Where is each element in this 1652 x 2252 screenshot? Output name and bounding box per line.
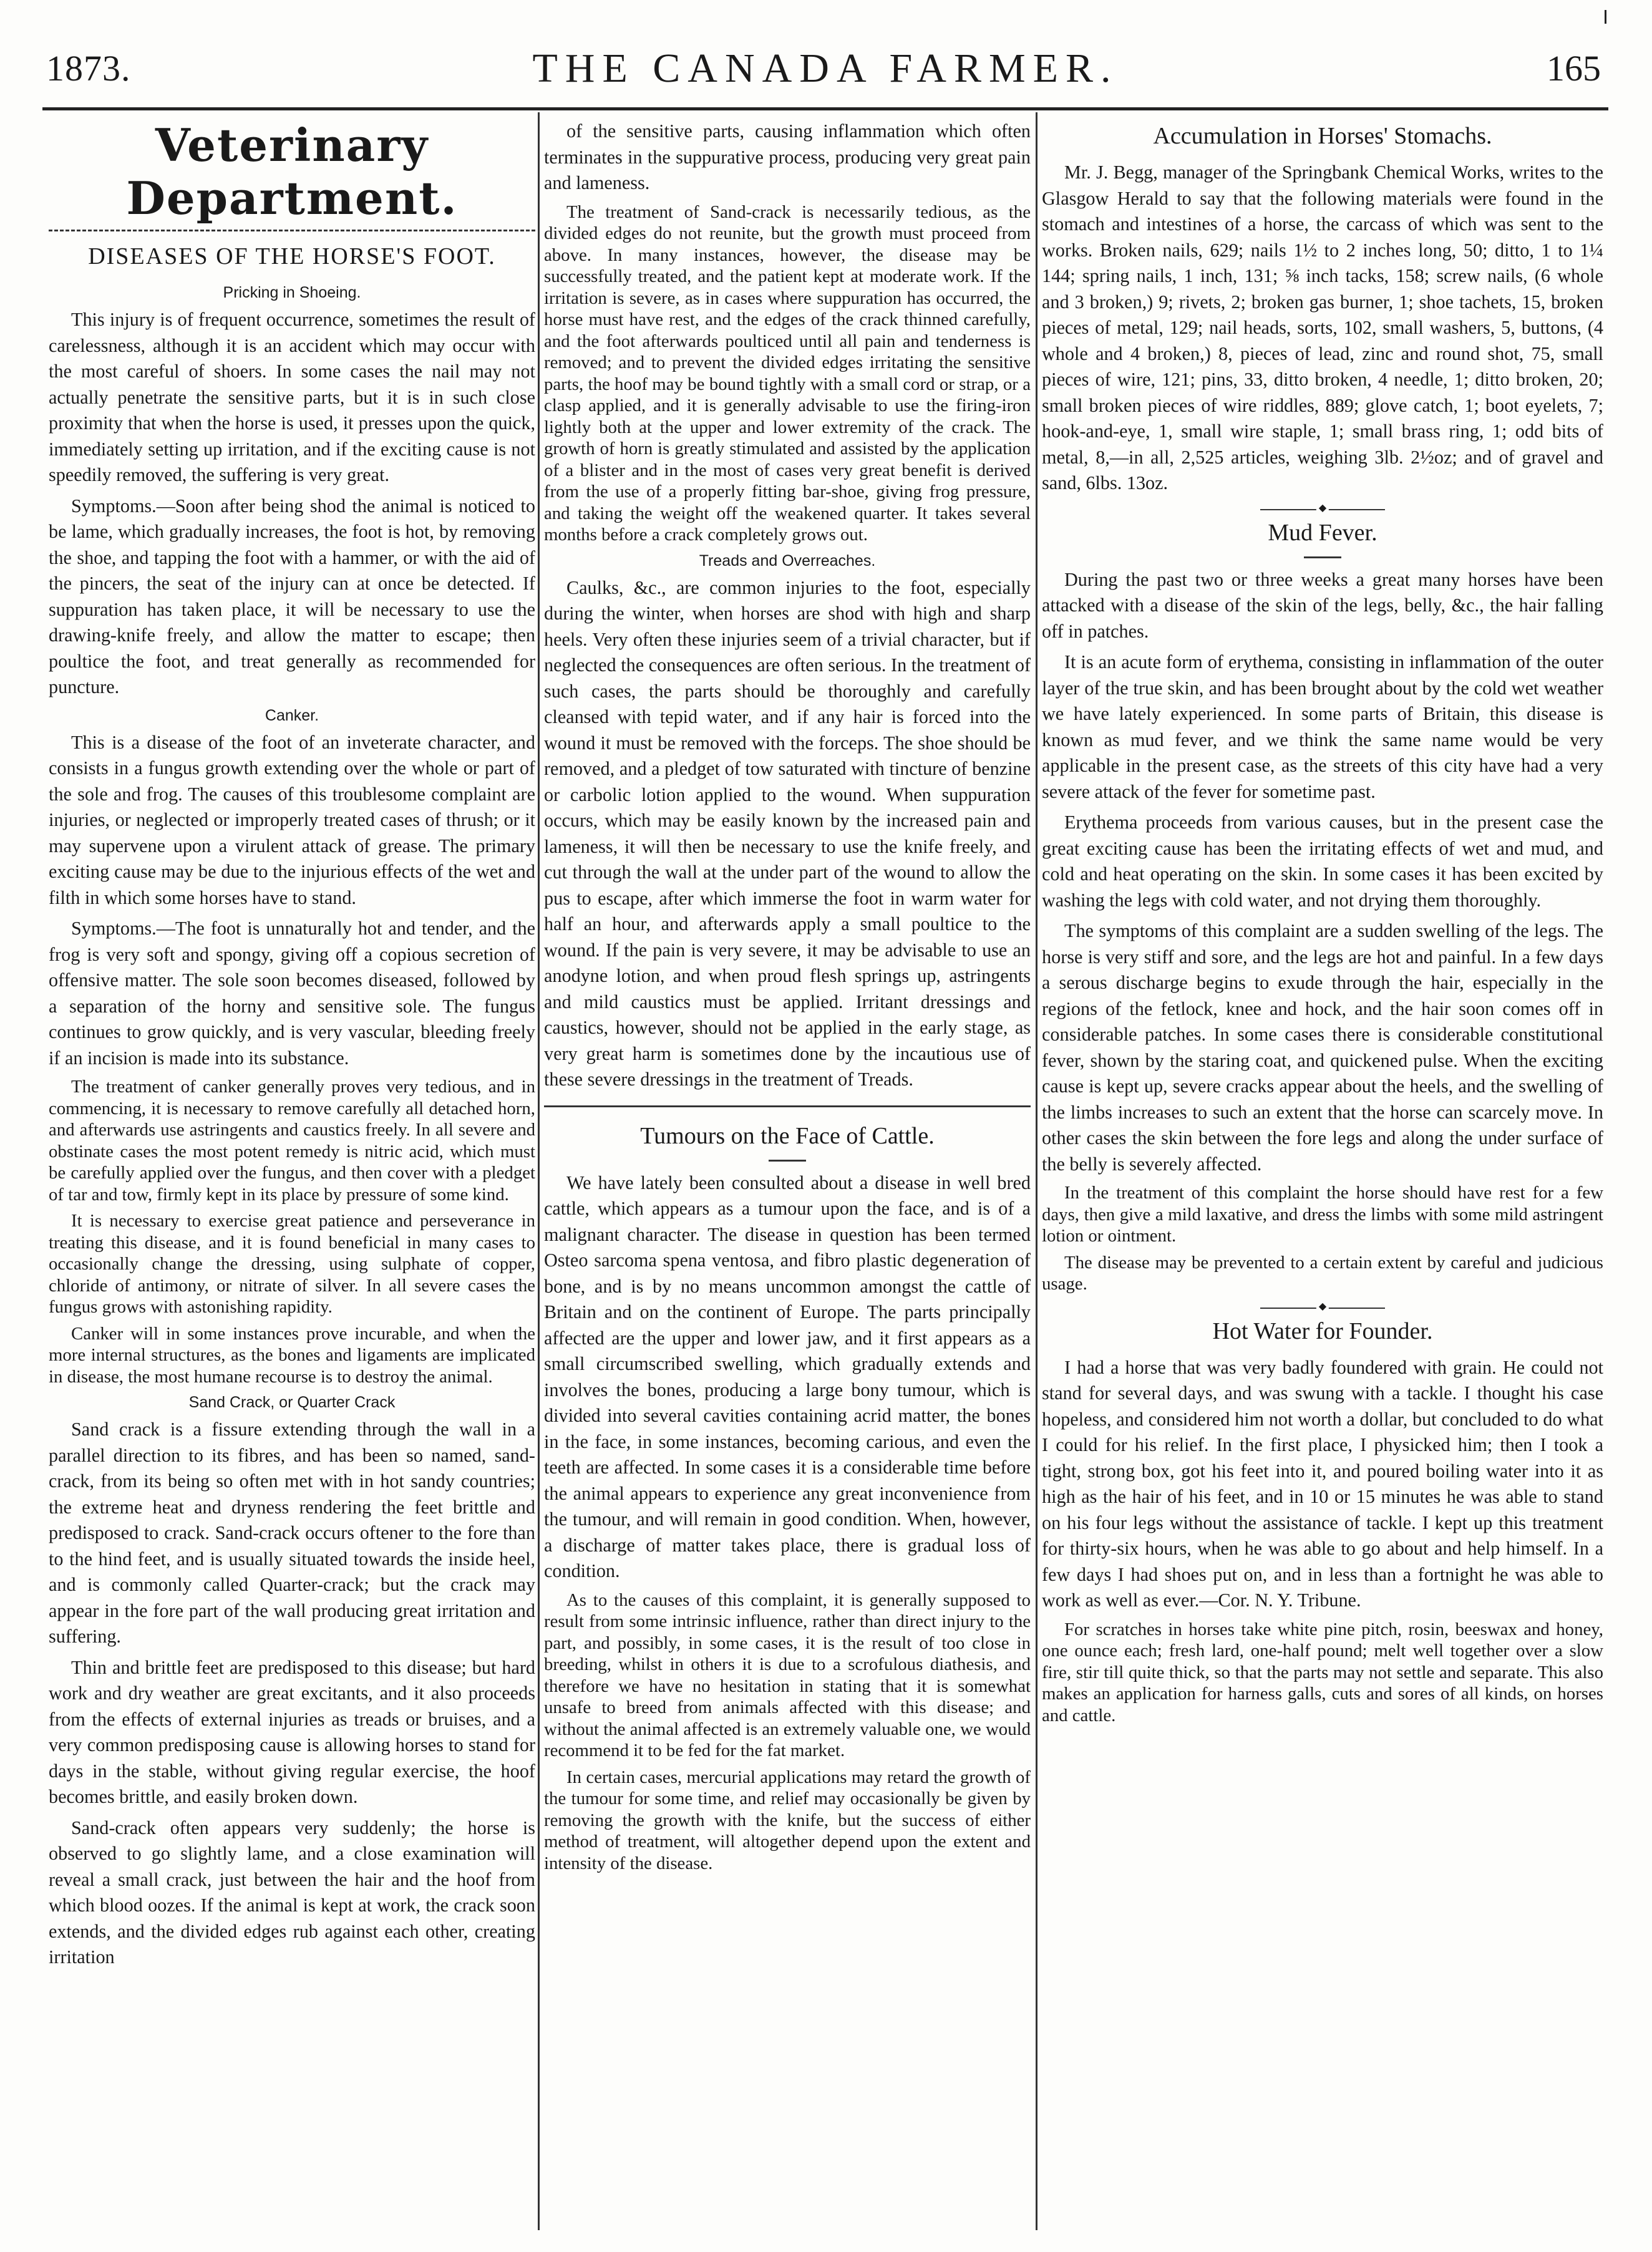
paragraph: As to the causes of this complaint, it is generally supposed to result from some intrinsic influence, rather than direct injury to the part, and possibly, in some cases, it is the result of too close in breeding, whilst in others it is due to a scrofulous diathesis, and therefore we have no hesitation in stating that it is somewhat unsafe to breed from animals affected with this disease; and without the animal affected is an extremely valuable one, we would recommend it to be fed for the fat market.	[544, 1590, 1031, 1760]
column-3	[1042, 119, 1603, 2227]
header-page-number: 165	[1547, 48, 1601, 89]
article-divider	[544, 1105, 1031, 1107]
section-title: DISEASES OF THE HORSE'S FOOT.	[88, 243, 496, 269]
ornamental-rule	[49, 230, 535, 231]
paragraph: It is an acute form of erythema, consisting in inflammation of the outer layer of the true skin, and has been brought about by the cold wet weather we have lately experienced. In some parts of Britain, this disease is known as mud fever, and we think the same name would be very applicable in the present case, as the streets of this city have had a very severe attack of the fever for sometime past.	[1042, 651, 1603, 802]
paragraph: Canker will in some instances prove incurable, and when the more internal structures, as the bones and ligaments are implicated in disease, the most humane recourse is to destroy the animal.	[49, 1323, 535, 1387]
page-header	[42, 44, 1608, 103]
paragraph: The disease may be prevented to a certain extent by careful and judicious usage.	[1042, 1252, 1603, 1294]
paragraph: This injury is of frequent occurrence, sometimes the result of carelessness, although it is an accident which may occur with the most careful of shoers. In some cases the nail may not actually penetrate the sensitive parts, but it is in such close proximity that when the horse is used, it presses upon the quick, immediately setting up irritation, and if the exciting cause is not speedily removed, the suffering is very great.	[49, 309, 535, 485]
paragraph: It is necessary to exercise great patience and perseverance in treating this disease, and it is found beneficial in many cases to occasionally change the dressing, using sulphate of copper, chloride of antimony, or nitrate of silver. In all severe cases the fungus grows with astonishing rapidity.	[49, 1211, 535, 1317]
header-year: 1873.	[46, 48, 131, 89]
paragraph: Symptoms.—Soon after being shod the animal is noticed to be lame, which gradually increases, the foot is hot, by removing the shoe, and tapping the foot with a hammer, or with the aid of the pincers, the seat of the injury can at once be detected. If suppuration has taken place, it will be necessary to use the drawing-knife freely, and allow the matter to escape; then poultice the foot, and treat generally as recommended for puncture.	[49, 495, 535, 697]
paragraph: Sand crack is a fissure extending through the wall in a parallel direction to its fibres, and has been so named, sand-crack, from its being so often met with in hot sandy countries; the extreme heat and dryness rendering the feet brittle and predisposed to crack. Sand-crack occurs oftener to the fore than to the hind feet, and is usually situated towards the inside heel, and is commonly called Quarter-crack; but the crack may appear in the fore part of the wall producing great irritation and suffering.	[49, 1419, 535, 1647]
paragraph: Symptoms.—The foot is unnaturally hot and tender, and the frog is very soft and spongy, giving off a copious secretion of offensive matter. The sole soon becomes diseased, followed by a separation of the horny and sensitive sole. The fungus continues to grow quickly, and is very vascular, bleeding freely if an incision is made into its substance.	[49, 918, 535, 1069]
article-divider	[1260, 1308, 1385, 1309]
corner-mark	[1605, 10, 1606, 24]
article-title: Hot Water for Founder.	[1212, 1318, 1433, 1344]
paragraph: We have lately been consulted about a disease in well bred cattle, which appears as a tumour upon the face, and is of a malignant character. The disease in question has been termed Osteo sarcoma spena ventosa, and fibro plastic degeneration of bone, and is by no means uncommon amongst the cattle of Britain and on the continent of Europe. The parts principally affected are the upper and lower jaw, and it first appears as a small circumscribed swelling, which gradually extends and involves the bones, producing a large bony tumour, which is divided into several cavities containing acrid matter, the bones in the face, in some instances, becoming carious, and even the teeth are affected. In some cases it is a considerable time before the animal appears to experience any great inconvenience from the tumour, and will remain in good condition. When, however, a discharge of matter takes place, there is gradual loss of condition.	[544, 1172, 1031, 1581]
column-divider	[1036, 112, 1037, 2230]
subheading: Sand Crack, or Quarter Crack	[188, 1394, 396, 1411]
paragraph: In certain cases, mercurial applications may retard the growth of the tumour for some time, and relief may occasionally be given by removing the growth with the knife, but the success of either method of treatment, will altogether depend upon the extent and intensity of the disease.	[544, 1767, 1031, 1873]
paragraph: I had a horse that was very badly foundered with grain. He could not stand for several days, and was swung with a tackle. I thought his case hopeless, and considered him not worth a dollar, but concluded to do what I could for his relief. In the first place, I physicked him; then I took a tight, strong box, got his feet into it, and poured boiling water into it as high as the hair of his feet, and in 10 or 15 minutes he was able to stand on his four legs without the assistance of tackle. I kept up this treatment for thirty-six hours, when he was able to go about and help himself. In a few days I had shoes put on, and in less than a fortnight he was able to work as well as ever.—Cor. N. Y. Tribune.	[1042, 1356, 1603, 1611]
paragraph: Mr. J. Begg, manager of the Springbank Chemical Works, writes to the Glasgow Herald to say that the following materials were found in the stomach and intestines of a horse, the carcass of which was sent to the works. Broken nails, 629; nails 1½ to 2 inches long, 50; ditto, 1 to 1¼ 144; spring nails, 1 inch, 131; ⅝ inch tacks, 158; screw nails, (6 whole and 3 broken,) 9; rivets, 2; broken gas burner, 1; shoe tachets, 15, broken pieces of metal, 129; nail heads, sorts, 102, small washers, 5, buttons, (4 whole and 4 broken,) 8, pieces of lead, zinc and round shot, 75, small pieces of wire, 121; pins, 33, ditto broken, 4 needle, 1; ditto broken, 20; small broken pieces of wire riddles, 889; glove catch, 1; boot eyelets, 7; hook-and-eye, 1, small wire staple, 1; small brass ring, 1; odd bits of metal, 8,—in all, 2,525 articles, weighing 3lb. 2½oz; and of gravel and sand, 6lbs. 13oz.	[1042, 162, 1603, 493]
paragraph: Thin and brittle feet are predisposed to this disease; but hard work and dry weather are great excitants, and it also proceeds from the effects of external injuries as treads or bruises, and a very common predisposing cause is allowing horses to stand for days in the stable, without giving regular exercise, the hoof becomes brittle, and easily broken down.	[49, 1656, 535, 1807]
header-title: THE CANADA FARMER.	[532, 46, 1119, 91]
paragraph: The symptoms of this complaint are a sudden swelling of the legs. The horse is very stiff and sore, and the legs are hot and painful. In a few days a serous discharge begins to exude through the hair, especially in the regions of the fetlock, knee and hock, and the hair soon comes off in considerable patches. In some cases there is considerable constitutional fever, shown by the staring coat, and quickened pulse. When the exciting cause is kept up, severe cracks appear about the heels, and the swelling of the limbs increases to such an extent that the horse can scarcely move. In other cases the skin between the fore legs and along the under surface of the belly is severely affected.	[1042, 920, 1603, 1175]
subheading: Treads and Overreaches.	[699, 551, 876, 570]
paragraph: During the past two or three weeks a great many horses have been attacked with a disease of the skin of the legs, belly, &c., the hair falling off in patches.	[1042, 568, 1603, 642]
title-dash	[1304, 556, 1341, 558]
paragraph: This is a disease of the foot of an inveterate character, and consists in a fungus growth extending over the whole or part of the sole and frog. The causes of this troublesome complaint are injuries, or neglected or improperly treated cases of thrush; or it may supervene upon a virulent attack of grease. The primary exciting cause may be due to the injurious effects of the wet and filth in which some horses have to stand.	[49, 731, 535, 908]
article-title: Accumulation in Horses' Stomachs.	[1153, 123, 1492, 149]
paragraph: Caulks, &c., are common injuries to the foot, especially during the winter, when horses are shod with high and sharp heels. Very often these injuries seem of a trivial character, but if neglected the consequences are often serious. In the treatment of such cases, the parts should be thoroughly and carefully cleansed with tepid water, and if any hair is forced into the wound it must be removed with the forceps. The shoe should be removed, and a pledget of tow saturated with tincture of benzine or carbolic lotion applied to the wound. When suppuration occurs, which may be easily known by the increased pain and lameness, it will then be necessary to use the knife freely, and cut through the wall at the under part of the wound to allow the pus to escape, after which immerse the foot in warm water for half an hour, and afterwards apply a small poultice to the wound. If the pain is very severe, it may be advisable to use an anodyne lotion, and when proud flesh springs up, astringents and mild caustics must be applied. Irritant dressings and caustics, however, should not be applied in the early stage, as very great harm is sometimes done by the incautious use of these severe dressings in the treatment of Treads.	[544, 576, 1031, 1090]
paragraph: In the treatment of this complaint the horse should have rest for a few days, then give a mild laxative, and dress the limbs with some mild astringent lotion or ointment.	[1042, 1183, 1603, 1246]
article-title: Mud Fever.	[1268, 519, 1377, 546]
paragraph: The treatment of Sand-crack is necessarily tedious, as the divided edges do not reunite, but the growth must proceed from above. In many instances, however, the disease may be successfully treated, and the patient kept at moderate work. If the irritation is severe, as in cases where suppuration has occurred, the horse must have rest, and the edges of the crack thinned carefully, and the foot afterwards poulticed until all pain and tenderness is removed; and to prevent the divided edges irritating the sensitive parts, the hoof may be bound tightly with a small cord or strap, or a clasp applied, and it is generally advisable to use the firing-iron lightly both at the upper and lower extremity of the crack. The growth of horn is greatly stimulated and assisted by the application of a blister and in the most of cases very great benefit is derived from the use of a properly fitting bar-shoe, giving frog pressure, and taking the weight off the weakened quarter. It takes several months before a crack completely grows out.	[544, 201, 1031, 545]
title-dash	[769, 1160, 806, 1162]
paragraph: Sand-crack often appears very suddenly; the horse is observed to go slightly lame, and a close examination will reveal a small crack, just between the hair and the hoof from which blood oozes. If the animal is kept at work, the crack soon extends, and the divided edges rub against each other, creating irritation	[49, 1817, 535, 1968]
subheading: Pricking in Shoeing.	[223, 284, 361, 301]
paragraph: For scratches in horses take white pine pitch, rosin, beeswax and honey, one ounce each; fresh lard, one-half pound; melt well together over a slow fire, stir till quite thick, so that the parts may not settle and separate. This also makes an application for harness galls, cuts and sores of all kinds, on horses and cattle.	[1042, 1619, 1603, 1725]
article-divider	[1260, 509, 1385, 510]
department-title: Veterinary Department.	[126, 119, 458, 225]
subheading: Canker.	[265, 706, 319, 724]
article-title: Tumours on the Face of Cattle.	[640, 1122, 935, 1149]
column-1	[49, 119, 535, 2227]
header-rule	[42, 107, 1608, 110]
paragraph: Erythema proceeds from various causes, but in the present case the great exciting cause has been the irritating effects of wet and mud, and cold and heat operating on the skin. In some cases it has been excited by washing the legs with cold water, and not drying them thoroughly.	[1042, 812, 1603, 911]
column-2	[544, 119, 1031, 2227]
paragraph: of the sensitive parts, causing inflammation which often terminates in the suppurative process, producing very great pain and lameness.	[544, 120, 1031, 193]
paragraph: The treatment of canker generally proves very tedious, and in commencing, it is necessary to remove carefully all detached horn, and afterwards use astringents and caustics freely. In all severe and obstinate cases the most potent remedy is nitric acid, which must be carefully applied over the fungus, and then cover with a pledget of tar and tow, firmly kept in its place by pressure of some kind.	[49, 1077, 535, 1205]
column-divider	[538, 112, 540, 2230]
